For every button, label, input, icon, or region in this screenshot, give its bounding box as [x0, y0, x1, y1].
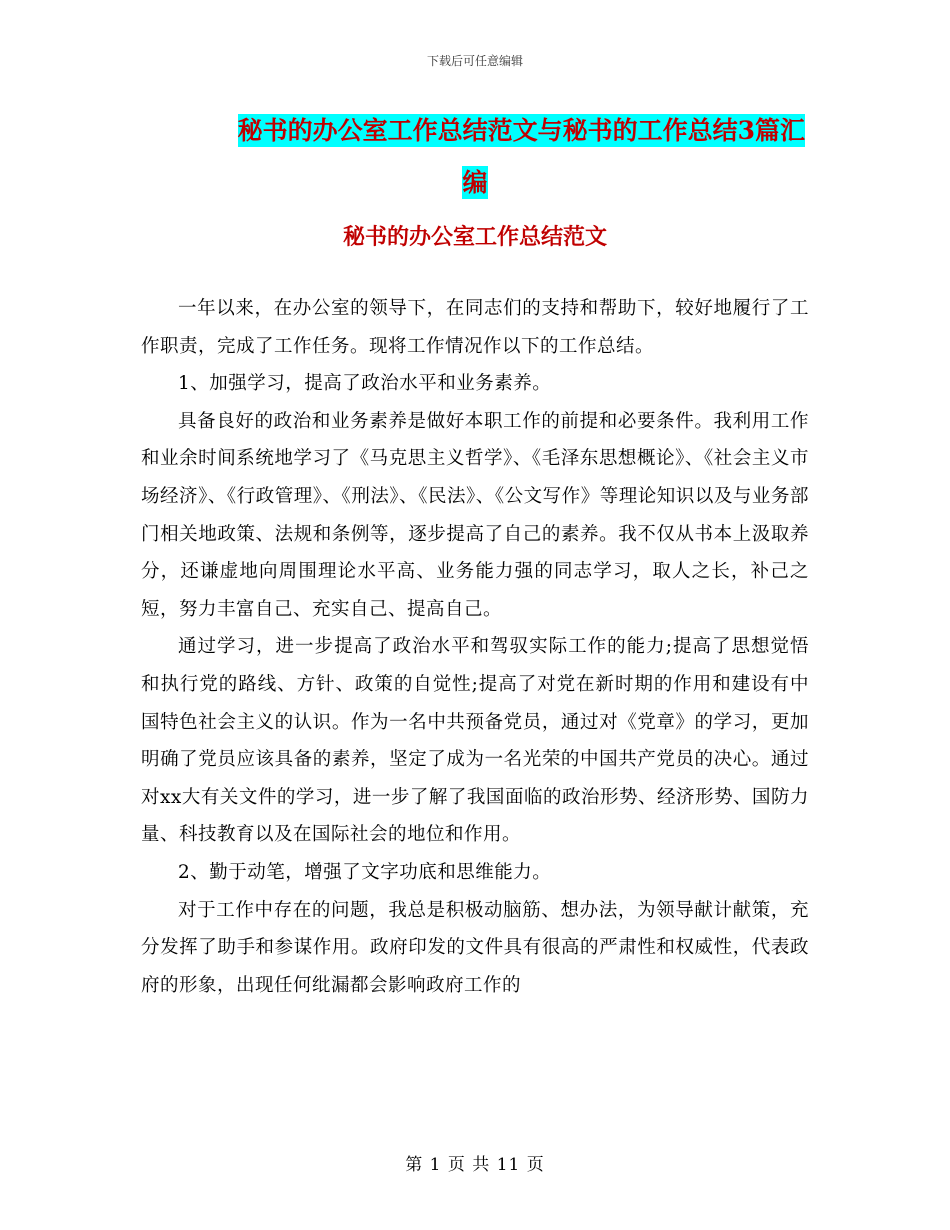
section-title: 秘书的办公室工作总结范文: [342, 224, 607, 250]
body-paragraph: 1、加强学习，提高了政治水平和业务素养。: [178, 373, 552, 395]
page-header-note: 下载后可任意编辑: [426, 54, 523, 68]
document-title-line-1: [145, 112, 805, 150]
document-title: [145, 112, 805, 202]
title-highlight: 秘书的办公室工作总结范文与秘书的工作总结3篇汇: [237, 116, 805, 145]
body-paragraph: 通过学习，进一步提高了政治水平和驾驭实际工作的能力;提高了思想觉悟和执行党的路线、方针、政策的自觉性;提高了对党在新时期的作用和建设有中国特色社会主义的认识。作为一名中共预备党员，通过对《党章》的学习，更加明确了党员应该具备的素养，坚定了成为一名光荣的中国共产党员的决心。通过对xx大有关文件的学习，进一步了解了我国面临的政治形势、经济形势、国防力量、科技教育以及在国际社会的地位和作用。: [141, 636, 809, 846]
body-paragraph: 对于工作中存在的问题，我总是积极动脑筋、想办法，为领导献计献策，充分发挥了助手和参谋作用。政府印发的文件具有很高的严肃性和权威性，代表政府的形象，出现任何纰漏都会影响政府工作的: [141, 899, 809, 996]
body-paragraph: 2、勤于动笔，增强了文字功底和思维能力。: [178, 861, 552, 883]
body-paragraph: 一年以来，在办公室的领导下，在同志们的支持和帮助下，较好地履行了工作职责，完成了工作任务。现将工作情况作以下的工作总结。: [141, 298, 809, 357]
page-number-footer: 第 1 页 共 11 页: [405, 1155, 545, 1175]
document-body: [141, 290, 809, 1004]
body-paragraph: 具备良好的政治和业务素养是做好本职工作的前提和必要条件。我利用工作和业余时间系统地学习了《马克思主义哲学》、《毛泽东思想概论》、《社会主义市场经济》、《行政管理》、《刑法》、《民法》、《公文写作》等理论知识以及与业务部门相关地政策、法规和条例等，逐步提高了自己的素养。我不仅从书本上汲取养分，还谦虚地向周围理论水平高、业务能力强的同志学习，取人之长，补己之短，努力丰富自己、充实自己、提高自己。: [141, 410, 809, 620]
title-highlight: 编: [462, 168, 488, 197]
document-title-line-2: [145, 164, 805, 202]
